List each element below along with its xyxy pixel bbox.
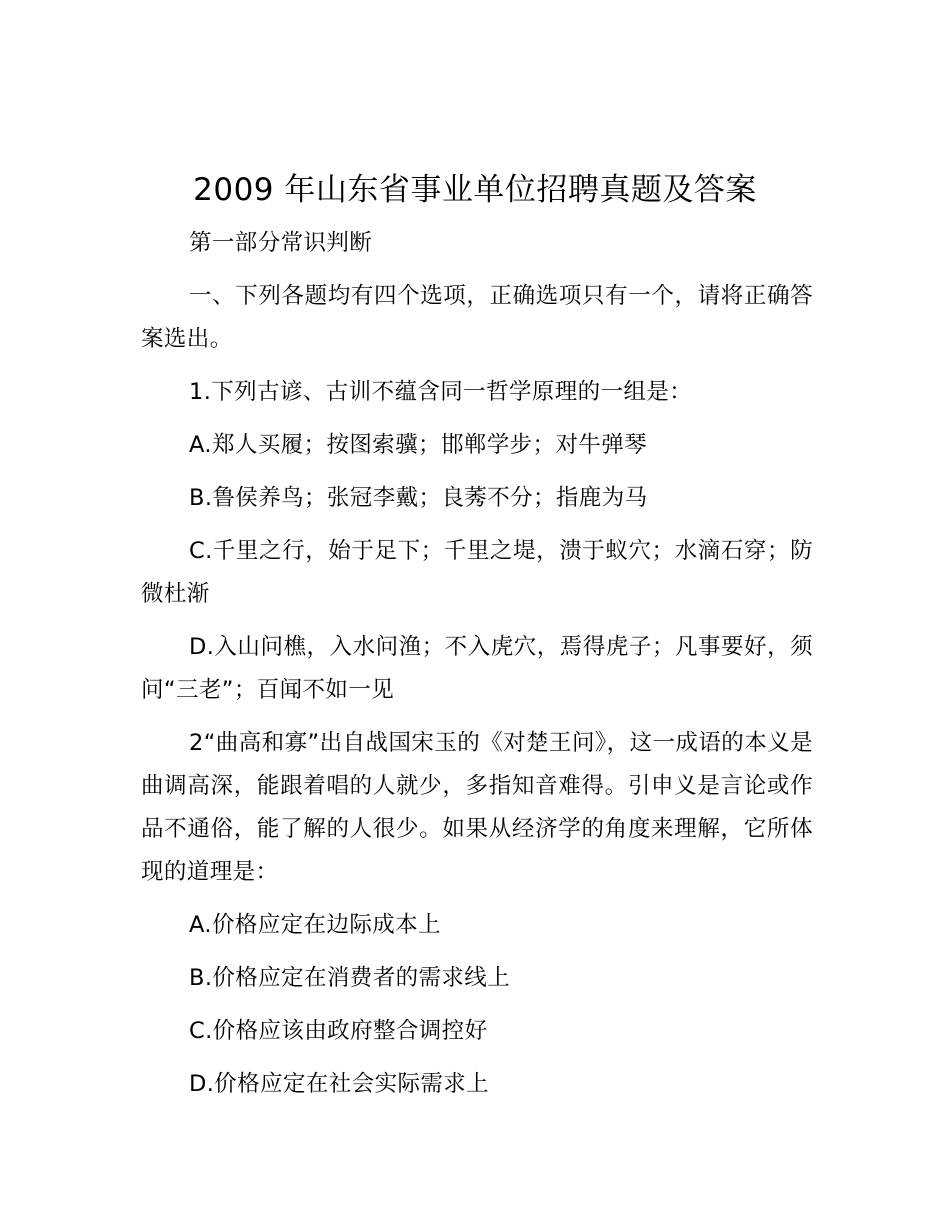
question-1: 1.下列古谚、古训不蕴含同一哲学原理的一组是： — [189, 379, 693, 405]
question-2-option-d: D.价格应定在社会实际需求上 — [189, 1071, 490, 1097]
section-heading: 第一部分常识判断 — [189, 230, 373, 256]
question-1-option-b: B.鲁侯养鸟；张冠李戴；良莠不分；指鹿为马 — [189, 485, 648, 511]
question-1-option-c: C.千里之行，始于足下；千里之堤，溃于蚁穴；水滴石穿；防微杜渐 — [141, 538, 813, 607]
question-2: 2“曲高和寡”出自战国宋玉的《对楚王问》，这一成语的本义是曲调高深，能跟着唱的人就少，多指知音难得。引申义是言论或作品不通俗，能了解的人很少。如果从经济学的角度来理解，它所体现的道理是： — [141, 730, 813, 885]
question-1-option-a: A.郑人买履；按图索骥；邯郸学步；对牛弹琴 — [189, 432, 648, 458]
document-body — [141, 222, 813, 1116]
question-1-option-d: D.入山问樵，入水问渔；不入虎穴，焉得虎子；凡事要好，须问“三老”；百闻不如一见 — [141, 634, 813, 703]
instructions: 一、下列各题均有四个选项，正确选项只有一个，请将正确答案选出。 — [141, 283, 813, 352]
question-2-option-b: B.价格应定在消费者的需求线上 — [189, 965, 511, 991]
document-title: 2009 年山东省事业单位招聘真题及答案 — [193, 172, 757, 208]
question-2-option-c: C.价格应该由政府整合调控好 — [189, 1018, 488, 1044]
question-2-option-a: A.价格应定在边际成本上 — [189, 912, 441, 938]
